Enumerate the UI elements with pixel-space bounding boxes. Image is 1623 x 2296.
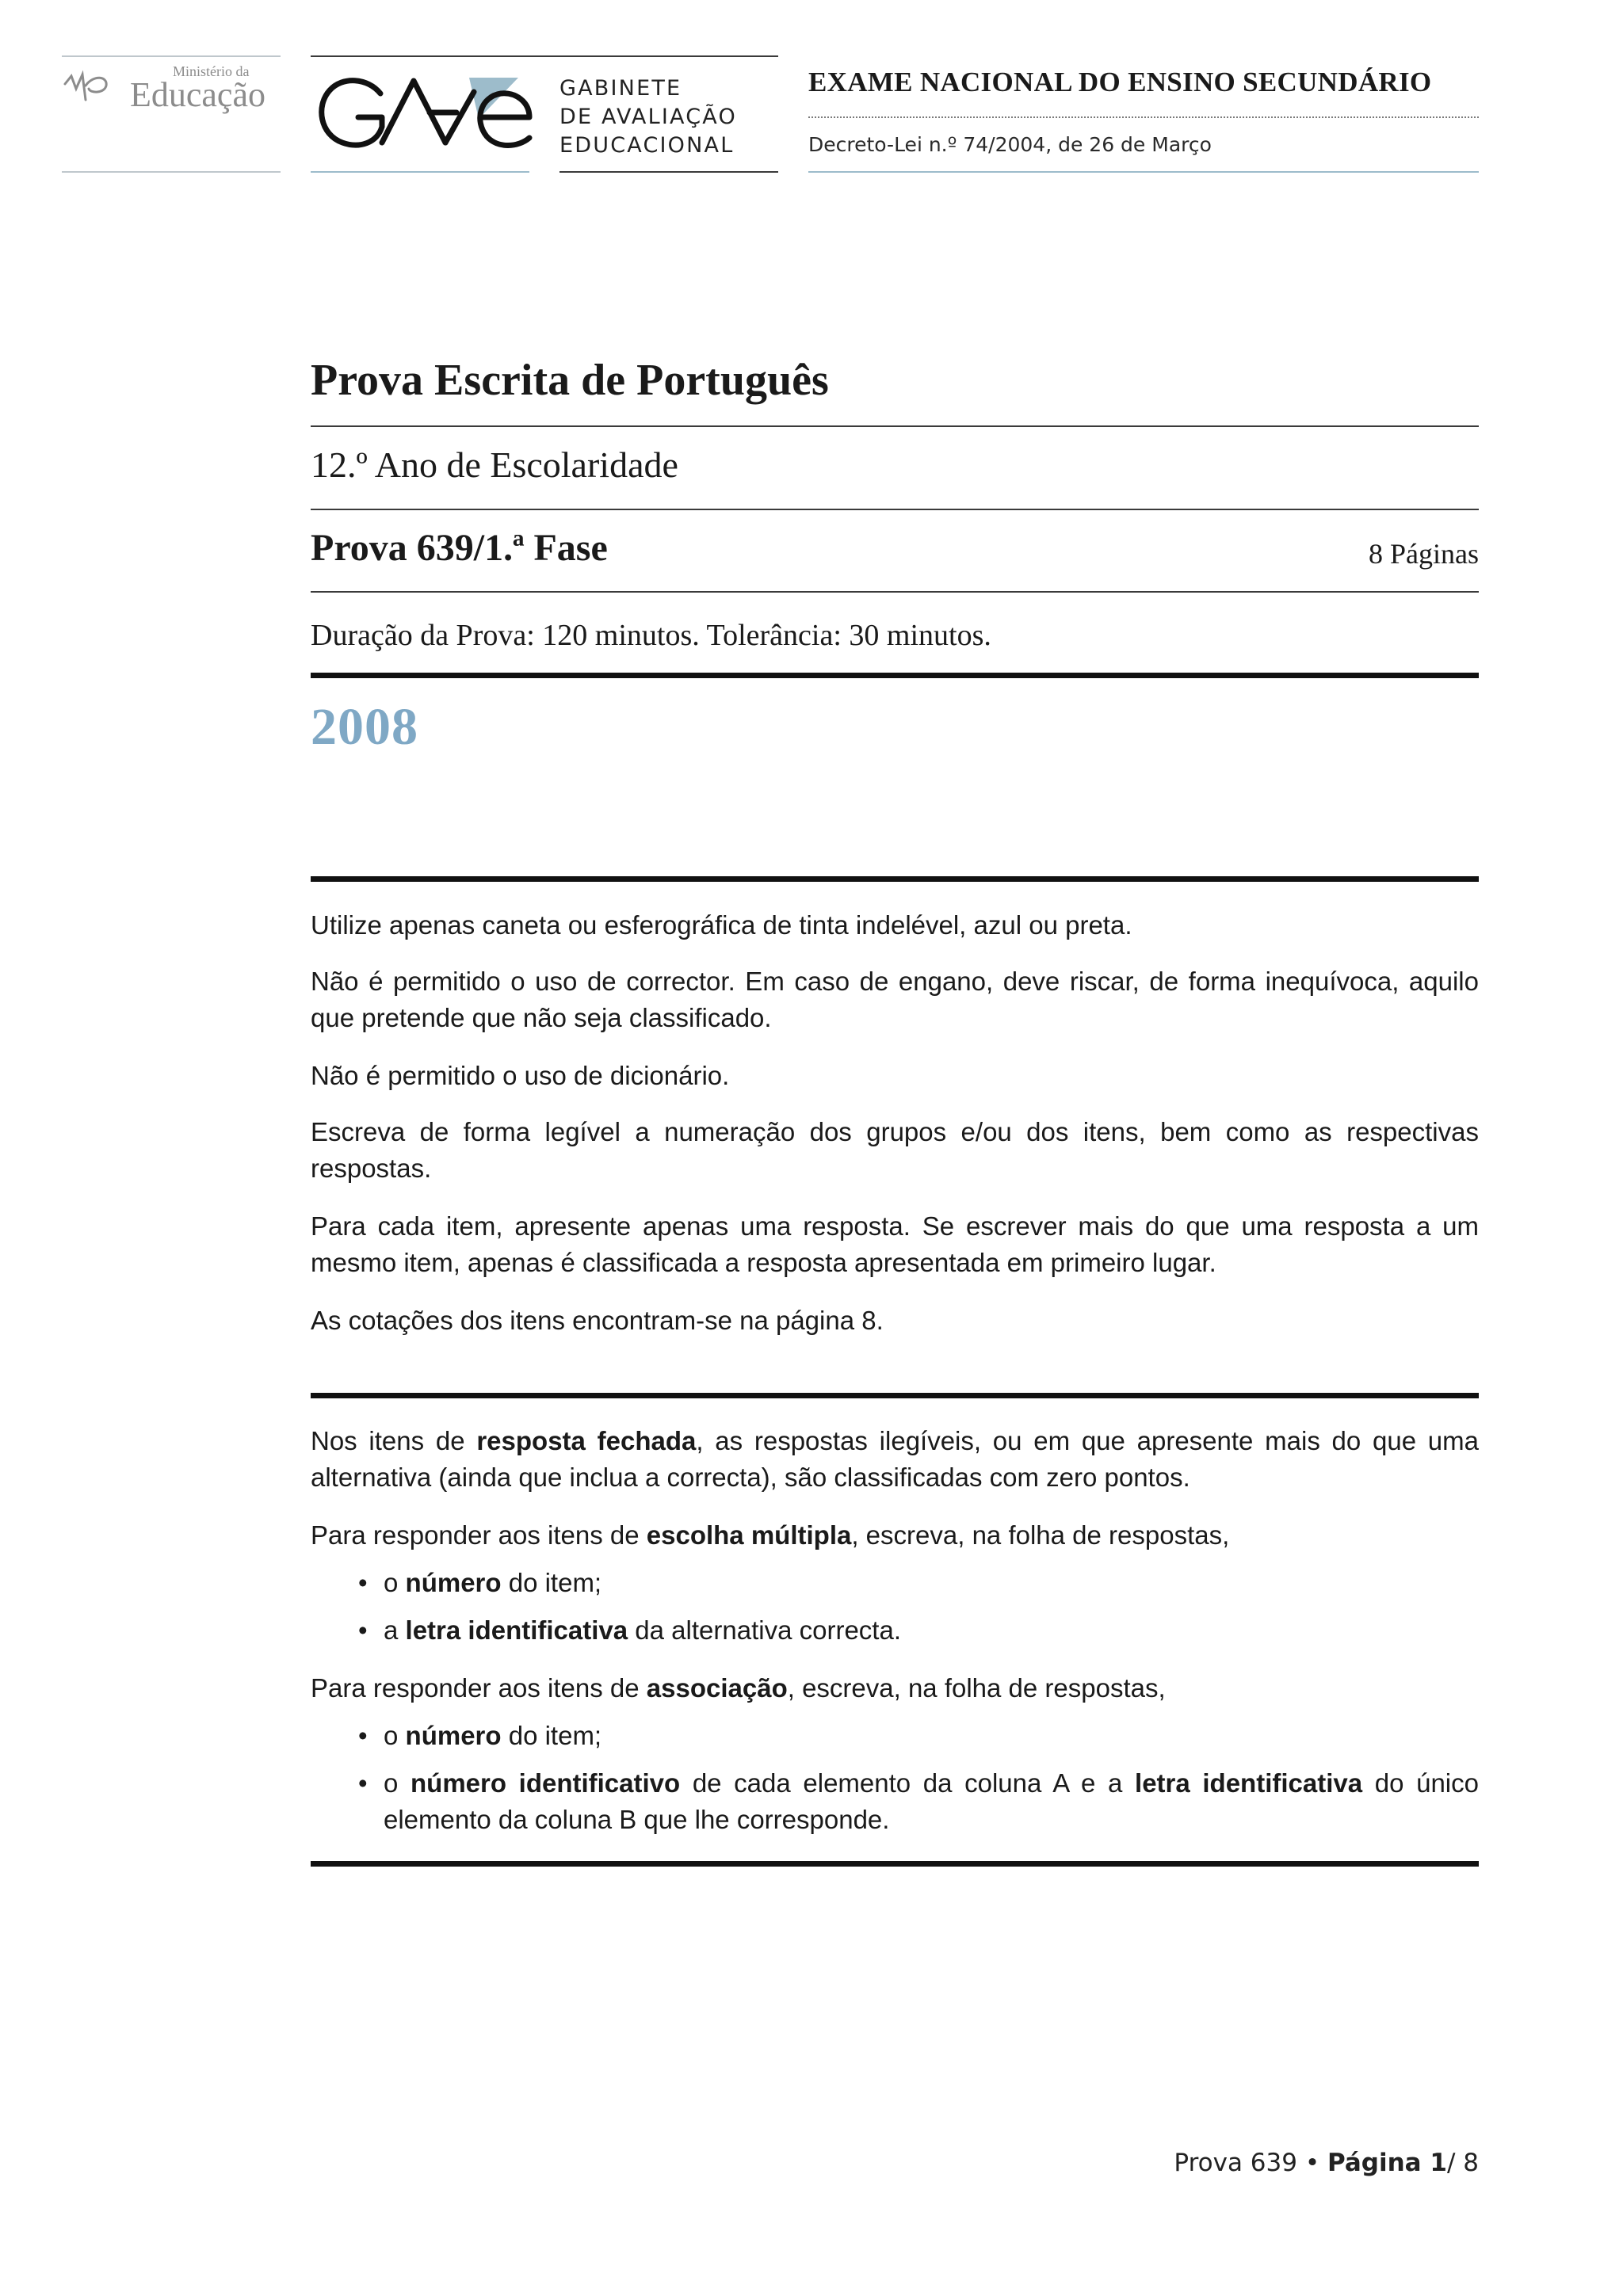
instruction-single-answer: Para cada item, apresente apenas uma resposta. Se escrever mais do que uma resposta a um mesmo item, apenas é classificada a resposta apresentada em primeiro lugar. [311,1211,1479,1277]
rules-top-rule [311,1393,1479,1398]
mc-bullet-number: • o número do item; [358,1565,1479,1601]
rules-bottom-rule [311,1861,1479,1867]
exam-decree: Decreto-Lei n.º 74/2004, de 26 de Março [808,133,1212,156]
gave-top-rule [311,55,778,57]
rule-association: Para responder aos itens de associação, escreva, na folha de respostas, [311,1673,1166,1703]
exam-bottom-rule [808,171,1479,173]
exam-phase: Prova 639/1.ª Fase [311,527,608,569]
instruction-pen: Utilize apenas caneta ou esferográfica de tinta indelével, azul ou preta. [311,910,1132,940]
grade-level: 12.º Ano de Escolaridade [311,444,678,485]
page-title: Prova Escrita de Português [311,356,829,405]
exam-title: EXAME NACIONAL DO ENSINO SECUNDÁRIO [808,67,1432,97]
exam-year: 2008 [311,698,418,756]
footer-page-label: Página 1 [1327,2149,1447,2177]
bullet-icon: • [358,1568,368,1597]
bullet-icon: • [358,1768,368,1798]
ministry-education-logo [62,54,281,125]
footer-page-total: / 8 [1446,2149,1479,2177]
bullet-icon: • [358,1615,368,1645]
rule-closed-answers: Nos itens de resposta fechada, as respostas ilegíveis, ou em que apresente mais do que uma alternativa (ainda que inclua a correcta), são classificadas com zero pontos. [311,1426,1480,1492]
ministry-big-text: Educação [130,75,265,114]
gave-logo [311,70,537,158]
instruction-legible: Escreva de forma legível a numeração dos grupos e/ou dos itens, bem como as respectivas respostas. [311,1117,1479,1183]
title-rule [311,425,1479,427]
gave-line-1: GABINETE [559,76,682,101]
bullet-icon: • [358,1721,368,1750]
exam-duration: Duração da Prova: 120 minutos. Tolerância: 30 minutos. [311,619,991,652]
instruction-corrector: Não é permitido o uso de corrector. Em caso de engano, deve riscar, de forma inequívoca, aquilo que pretende que não seja classificado. [311,967,1479,1032]
footer-separator: • [1304,2149,1320,2177]
ministry-small-text: Ministério da [173,63,250,79]
assoc-bullet-number: • o número do item; [358,1718,1479,1754]
gave-bottom-rule-right [559,171,778,173]
gave-line-2: DE AVALIAÇÃO [559,105,737,129]
footer-exam: Prova 639 [1174,2149,1297,2177]
mc-bullet-letter: • a letra identificativa da alternativa correcta. [358,1612,1479,1649]
duration-thick-rule [311,673,1479,678]
assoc-bullet-identifiers: • o número identificativo de cada elemento da coluna A e a letra identificativa do único elemento da coluna B que lhe corresponde. [358,1765,1479,1838]
phase-rule [311,591,1479,593]
grade-rule [311,509,1479,510]
instruction-scores: As cotações dos itens encontram-se na página 8. [311,1306,884,1335]
exam-dotted-rule [808,116,1479,118]
gave-line-3: EDUCACIONAL [559,133,735,158]
gave-bottom-rule-left [311,171,529,173]
page-count: 8 Páginas [1369,538,1479,570]
page-footer [1174,2149,1479,2177]
rule-multiple-choice: Para responder aos itens de escolha múltipla, escreva, na folha de respostas, [311,1520,1230,1550]
instructions-top-rule [311,876,1479,882]
ministry-logo-bottom-rule [62,171,281,173]
instruction-dictionary: Não é permitido o uso de dicionário. [311,1061,730,1090]
